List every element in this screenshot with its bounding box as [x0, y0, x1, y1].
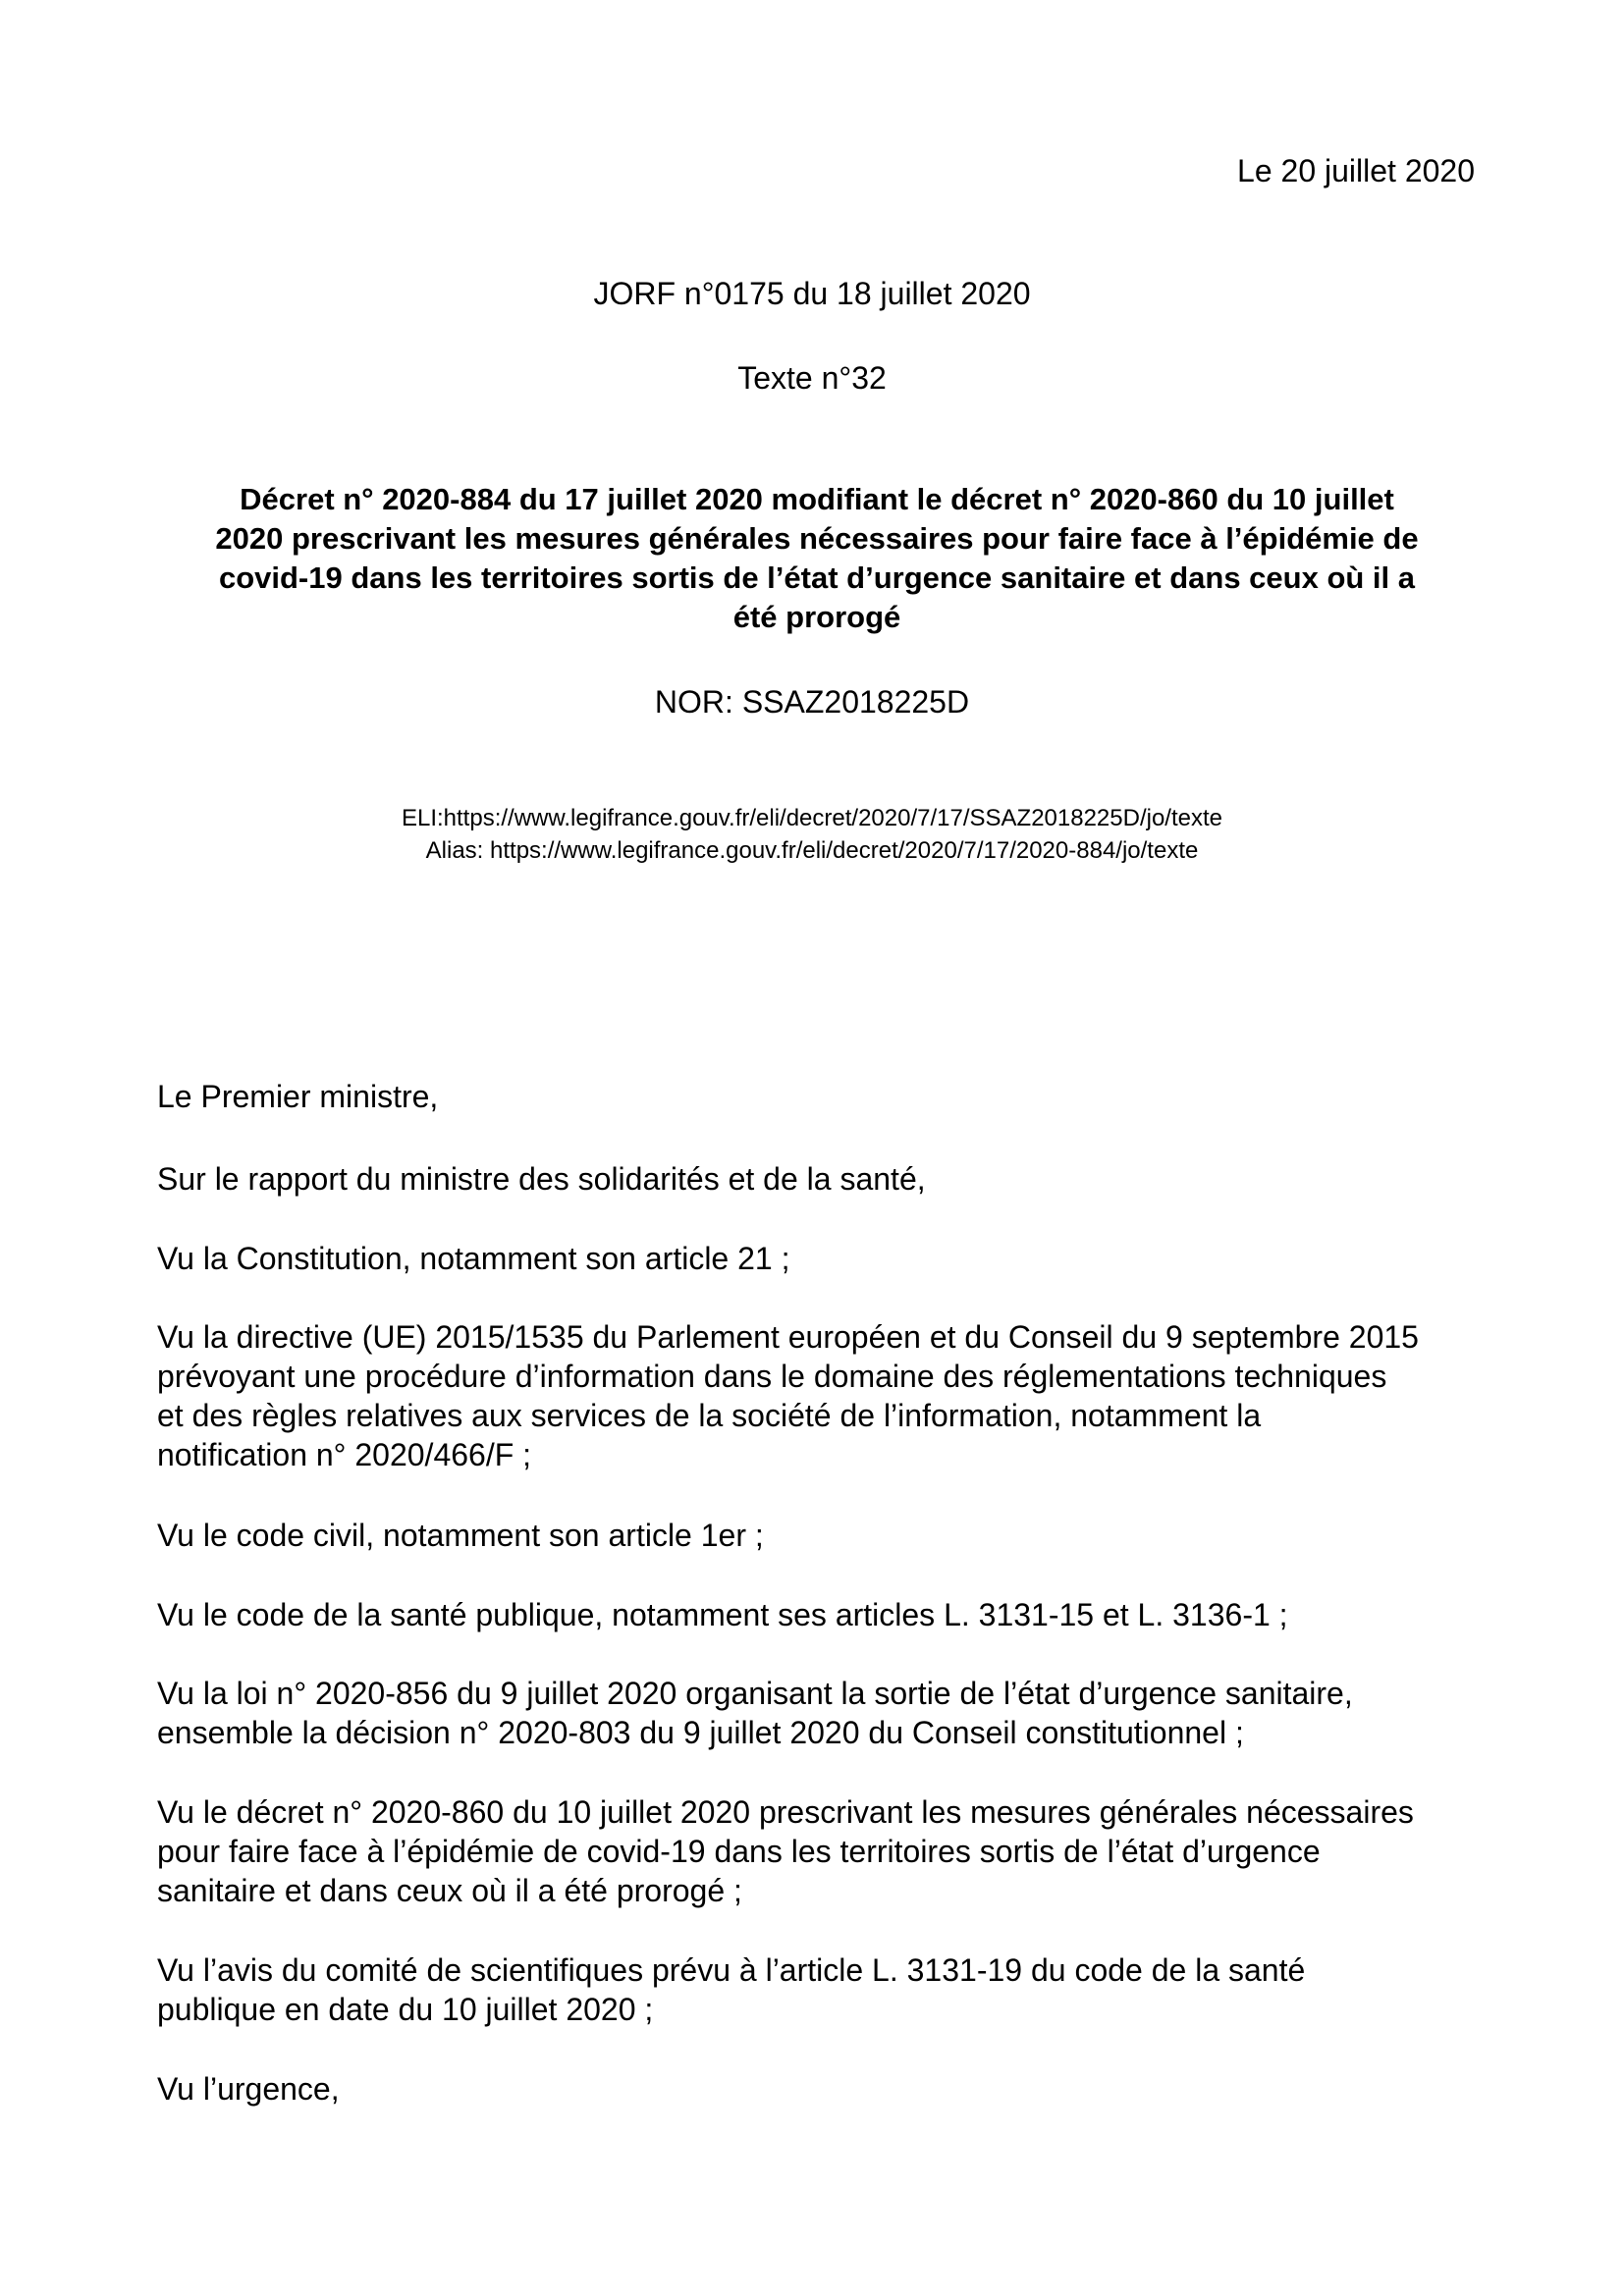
- paragraph-line: sanitaire et dans ceux où il a été prorogé ;: [157, 1873, 742, 1908]
- paragraph-line: Le Premier ministre,: [157, 1079, 439, 1114]
- paragraph-urgence: [157, 2069, 1492, 2109]
- paragraph-loi: [157, 1674, 1492, 1752]
- text-number: Texte n°32: [737, 360, 887, 396]
- jorf-reference: JORF n°0175 du 18 juillet 2020: [593, 276, 1031, 311]
- paragraph-line: pour faire face à l’épidémie de covid-19 dans les territoires sortis de l’état d’urgence: [157, 1834, 1321, 1869]
- paragraph-line: Vu le décret n° 2020-860 du 10 juillet 2020 prescrivant les mesures générales nécessaires: [157, 1794, 1414, 1830]
- paragraph-line: publique en date du 10 juillet 2020 ;: [157, 1992, 654, 2027]
- paragraph-line: Vu l’avis du comité de scientifiques prévu à l’article L. 3131-19 du code de la santé: [157, 1952, 1306, 1988]
- paragraph-code-civil: [157, 1516, 1492, 1555]
- decree-title-line: covid-19 dans les territoires sortis de l’état d’urgence sanitaire et dans ceux où il a: [218, 561, 1416, 595]
- paragraph-decret: [157, 1792, 1492, 1910]
- paragraph-line: prévoyant une procédure d’information dans le domaine des réglementations techniques: [157, 1359, 1387, 1394]
- paragraph-code-sante: [157, 1595, 1492, 1634]
- paragraph-line: Sur le rapport du ministre des solidarités et de la santé,: [157, 1161, 926, 1197]
- paragraph-line: Vu la loi n° 2020-856 du 9 juillet 2020 organisant la sortie de l’état d’urgence sanitaire,: [157, 1676, 1353, 1711]
- paragraph-line: Vu l’urgence,: [157, 2071, 340, 2107]
- paragraph-line: Vu le code civil, notamment son article 1er ;: [157, 1518, 764, 1553]
- document-date: Le 20 juillet 2020: [1237, 153, 1475, 188]
- paragraph-line: Vu la directive (UE) 2015/1535 du Parlement européen et du Conseil du 9 septembre 2015: [157, 1319, 1419, 1355]
- paragraph-line: Vu le code de la santé publique, notamment ses articles L. 3131-15 et L. 3136-1 ;: [157, 1597, 1288, 1632]
- paragraph-directive: [157, 1317, 1492, 1474]
- eli-links: [0, 802, 1624, 867]
- decree-title-line: Décret n° 2020-884 du 17 juillet 2020 modifiant le décret n° 2020-860 du 10 juillet: [240, 482, 1394, 516]
- paragraph-line: Vu la Constitution, notamment son article 21 ;: [157, 1241, 790, 1276]
- alias-link: Alias: https://www.legifrance.gouv.fr/eli/decret/2020/7/17/2020-884/jo/texte: [425, 837, 1199, 864]
- paragraph-line: ensemble la décision n° 2020-803 du 9 juillet 2020 du Conseil constitutionnel ;: [157, 1715, 1244, 1750]
- paragraph-line: et des règles relatives aux services de la société de l’information, notamment la: [157, 1398, 1262, 1433]
- decree-title: [162, 480, 1472, 637]
- paragraph-premier-ministre: [157, 1077, 1492, 1116]
- paragraph-rapport: [157, 1159, 1492, 1199]
- decree-title-line: 2020 prescrivant les mesures générales nécessaires pour faire face à l’épidémie de: [215, 521, 1419, 556]
- paragraph-avis: [157, 1950, 1492, 2029]
- paragraph-line: notification n° 2020/466/F ;: [157, 1437, 532, 1472]
- nor-reference: NOR: SSAZ2018225D: [654, 684, 970, 720]
- eli-link: ELI:https://www.legifrance.gouv.fr/eli/decret/2020/7/17/SSAZ2018225D/jo/texte: [401, 805, 1223, 831]
- paragraph-constitution: [157, 1239, 1492, 1278]
- decree-title-line: été prorogé: [732, 600, 901, 634]
